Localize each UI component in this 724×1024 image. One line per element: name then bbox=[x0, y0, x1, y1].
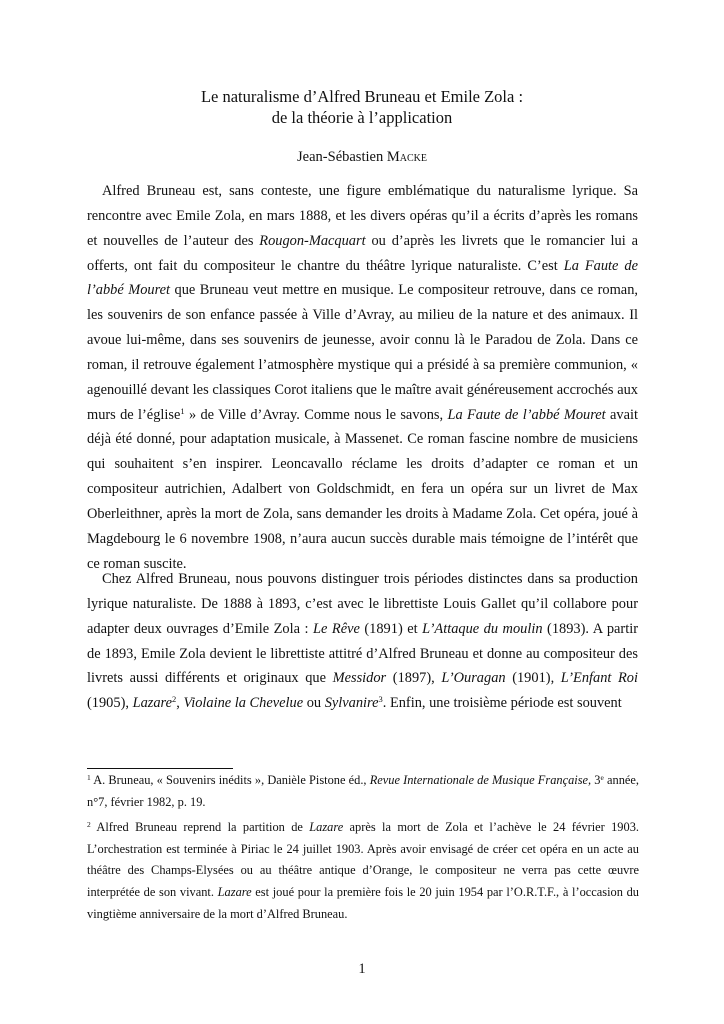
italic-title: La Faute de l’abbé Mouret bbox=[87, 257, 638, 299]
text-run: » de Ville d’Avray. Comme nous le savons, bbox=[184, 406, 448, 423]
body-paragraph-2 bbox=[87, 567, 638, 716]
title-line-1: Le naturalisme d’Alfred Bruneau et Emile Zola : bbox=[200, 87, 524, 106]
footnote-number: 2 bbox=[87, 820, 91, 829]
text-run: , bbox=[176, 695, 184, 712]
page-number: 1 bbox=[358, 961, 366, 977]
ordinal-superscript: e bbox=[600, 773, 604, 782]
italic-title: Sylvanire bbox=[324, 695, 379, 712]
text-run: . Enfin, une troisième période est souvent bbox=[382, 695, 622, 712]
italic-title: Messidor bbox=[332, 670, 387, 687]
italic-title: La Faute de l’abbé Mouret bbox=[447, 406, 606, 423]
text-run: est joué pour la première fois le 20 juin 1954 par l’O.R.T.F., à l’occasion du vingtième anniversaire de la mort d’Alfred Bruneau. bbox=[87, 885, 639, 921]
author-last-name: Macke bbox=[386, 149, 427, 165]
text-run: Alfred Bruneau est, sans conteste, une figure emblématique du naturalisme lyrique. Sa rencontre avec Emile Zola, en mars 1888, et les divers opéras qu’il a écrits d’après les romans et nouvelles de l’auteur des bbox=[87, 183, 638, 249]
footnote-reference-1[interactable]: 1 bbox=[180, 405, 185, 416]
text-run: (1897), bbox=[386, 670, 442, 687]
italic-title: Le Rêve bbox=[313, 620, 360, 637]
text-run: (1901), bbox=[505, 670, 561, 687]
author-first-name: Jean-Sébastien bbox=[297, 149, 384, 165]
italic-title: Rougon-Macquart bbox=[259, 232, 366, 249]
text-run: ou d’après les livrets que le romancier lui a offerts, ont fait du compositeur le chantre du théâtre lyrique naturaliste. C’est bbox=[87, 232, 638, 274]
footnote-2 bbox=[87, 817, 639, 926]
title-line-2: de la théorie à l’application bbox=[271, 108, 453, 127]
italic-title: Lazare bbox=[217, 885, 252, 900]
author-name bbox=[0, 147, 724, 167]
footnote-reference-3[interactable]: 3 bbox=[378, 694, 383, 705]
footnote-1 bbox=[87, 770, 639, 813]
text-run: (1893). A partir de 1893, Emile Zola devient le librettiste attitré d’Alfred Bruneau et donne au compositeur des livrets aussi différents et originaux que bbox=[87, 620, 638, 687]
text-run: 3 bbox=[591, 773, 601, 787]
footnote-number: 1 bbox=[87, 773, 91, 782]
text-run: Alfred Bruneau reprend la partition de bbox=[90, 820, 310, 834]
italic-title: Revue Internationale de Musique Française, bbox=[369, 773, 592, 787]
text-run: ou bbox=[303, 695, 325, 712]
footnote-separator bbox=[87, 768, 233, 769]
italic-title: Violaine la Chevelue bbox=[183, 695, 304, 712]
document-title bbox=[0, 86, 724, 128]
footnote-reference-2[interactable]: 2 bbox=[172, 694, 177, 705]
text-run: A. Bruneau, « Souvenirs inédits », Danièle Pistone éd., bbox=[90, 773, 370, 787]
text-run: (1905), bbox=[87, 695, 133, 712]
italic-title: L’Attaque du moulin bbox=[422, 620, 543, 637]
text-run: avait déjà été donné, pour adaptation musicale, à Massenet. Ce roman fascine nombre de musiciens qui souhaitent s’en inspirer. Leoncavallo réclame les droits d’adapter ce roman et un compositeur autrichien, Adalbert von Goldschmidt, en fera un opéra sur un livret de Max Oberleithner, après la mort de Zola, sans demander les droits à Madame Zola. Cet opéra, joué à Magdebourg le 6 novembre 1908, n’aura aucun succès durable mais témoigne de l’intérêt que ce roman suscite. bbox=[87, 406, 638, 572]
text-run: année, n°7, février 1982, p. 19. bbox=[87, 773, 639, 809]
text-run: (1891) et bbox=[359, 620, 423, 637]
text-run: après la mort de Zola et l’achève le 24 février 1903. L’orchestration est terminée à Piriac le 24 juillet 1903. Après avoir envisagé de créer cet opéra en un acte au théâtre des Champs-Elysées ou au théâtre antique d’Orange, le compositeur ne verra pas cette œuvre interprétée de son vivant. bbox=[87, 820, 639, 900]
italic-title: L’Enfant Roi bbox=[560, 670, 639, 687]
text-run: Chez Alfred Bruneau, nous pouvons distinguer trois périodes distinctes dans sa production lyrique naturaliste. De 1888 à 1893, c’est avec le librettiste Louis Gallet qu’il collabore pour adapter deux ouvrages d’Emile Zola : bbox=[87, 571, 638, 637]
body-paragraph-1 bbox=[87, 179, 638, 577]
italic-title: Lazare bbox=[132, 695, 173, 712]
text-run: que Bruneau veut mettre en musique. Le compositeur retrouve, dans ce roman, les souvenirs de son enfance passée à Ville d’Avray, au milieu de la nature et des animaux. Il avoue lui-même, dans ses souvenirs de jeunesse, avoir connu là le Paradou de Zola. Dans ce roman, il retrouve également l’atmosphère mystique qui a présidé à sa première communion, « agenouillé devant les classiques Corot italiens que le maître avait généreusement accrochés aux murs de l’église bbox=[87, 282, 638, 423]
italic-title: L’Ouragan bbox=[441, 670, 506, 687]
italic-title: Lazare bbox=[309, 820, 344, 834]
